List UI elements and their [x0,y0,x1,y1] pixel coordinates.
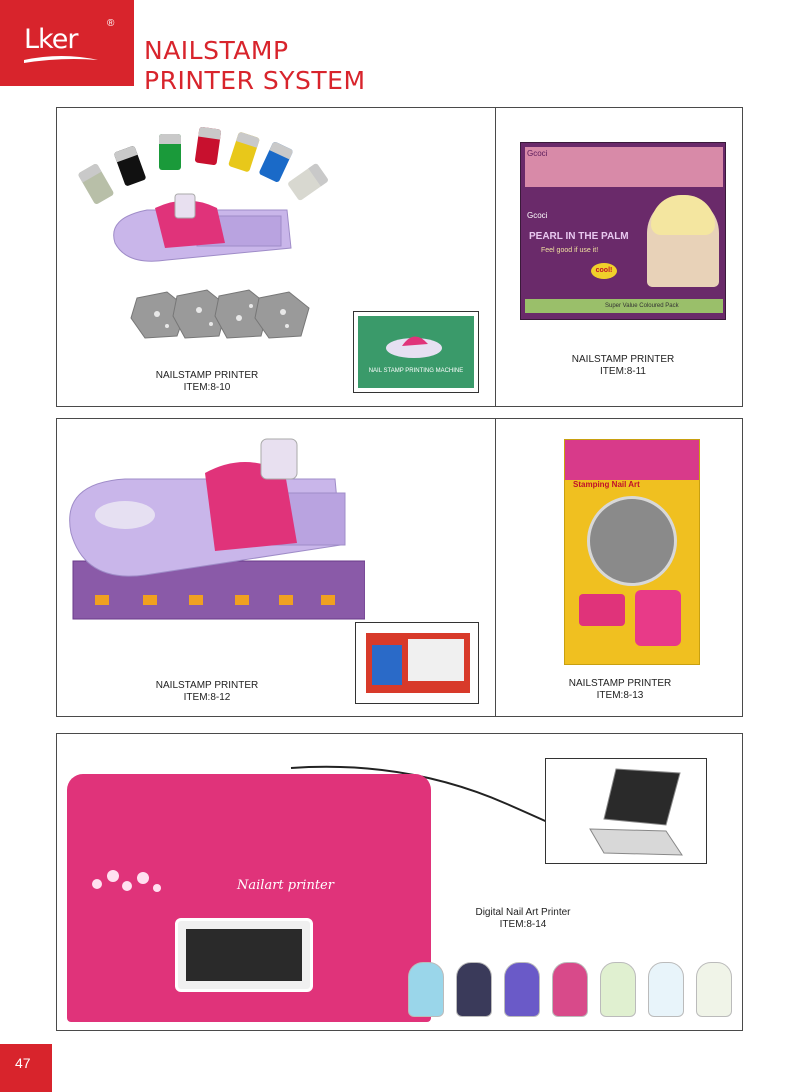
polish-bottle [258,141,293,183]
stamp-printer-image [107,188,297,273]
box-brand-top: Gcoci [527,149,548,158]
printer-thumb-image [384,324,444,360]
polish-bottle [114,145,147,186]
box-tagline: PEARL IN THE PALM [529,231,629,242]
product-name: NAILSTAMP PRINTER [155,680,259,691]
brand-logo [0,0,134,86]
polish-bottle [228,131,260,172]
product-item-number: ITEM:8-13 [596,690,644,701]
nail-sample-rose [408,962,444,1017]
nail-sample-swirl [504,962,540,1017]
product-item-number: ITEM:8-14 [499,919,547,930]
product-caption-8-12 [97,680,317,704]
product-caption-8-13 [520,678,720,702]
floral-decoration-icon [87,864,167,904]
inset-label: NAIL STAMP PRINTING MACHINE [368,368,464,374]
machine-label: Nailart printer [237,878,334,893]
nail-sample-dog [600,962,636,1017]
print-slot [175,918,313,992]
polish-bottle [159,134,181,170]
page-title-line-1: NAILSTAMP [144,36,289,65]
nail-sample-butterfly [456,962,492,1017]
card-title: Stamping Nail Art [573,480,640,489]
product-item-number: ITEM:8-12 [183,692,231,703]
product-panel-8-10 [56,107,496,407]
stamp-plates-image [127,288,327,348]
stamper-image [635,590,681,646]
nail-sample-birds [696,962,732,1017]
product-name: NAILSTAMP PRINTER [568,678,672,689]
laptop-inset [545,758,707,864]
box-badge: cool! [591,263,617,279]
box-subtagline: Feel good if use it! [541,247,599,254]
product-name: Digital Nail Art Printer [475,907,571,918]
polish-bottle [195,127,222,166]
scraper-image [579,594,625,626]
product-caption-8-10 [97,370,317,394]
product-panel-8-14 [56,733,743,1031]
product-name: NAILSTAMP PRINTER [155,370,259,381]
box-strip: Super Value Coloured Pack [525,299,723,313]
product-panel-8-13 [495,418,743,717]
product-panel-8-12 [56,418,496,717]
model-photo [647,197,719,287]
nail-art-printer-image [67,774,431,1022]
product-name: NAILSTAMP PRINTER [571,354,675,365]
laptop-icon [586,765,686,861]
logo-text: Lker [24,24,78,55]
product-caption-8-14 [453,907,593,931]
product-item-number: ITEM:8-10 [183,382,231,393]
retail-box-image [520,142,726,320]
page-number: 47 [15,1055,31,1071]
package-inset [355,622,479,704]
nail-sample-abstract [552,962,588,1017]
stamp-plate-image [587,496,677,586]
stamp-printer-large-image [65,433,365,623]
product-caption-8-11 [520,354,726,378]
package-inset [353,311,479,393]
product-panel-8-11 [495,107,743,407]
box-brand: Gcoci [527,211,548,220]
logo-swoosh-icon [22,54,100,64]
registered-mark: ® [107,18,115,29]
page-title-line-2: PRINTER SYSTEM [144,66,366,95]
nail-sample-fish [648,962,684,1017]
product-item-number: ITEM:8-11 [600,366,646,377]
blister-card-image [564,439,700,665]
